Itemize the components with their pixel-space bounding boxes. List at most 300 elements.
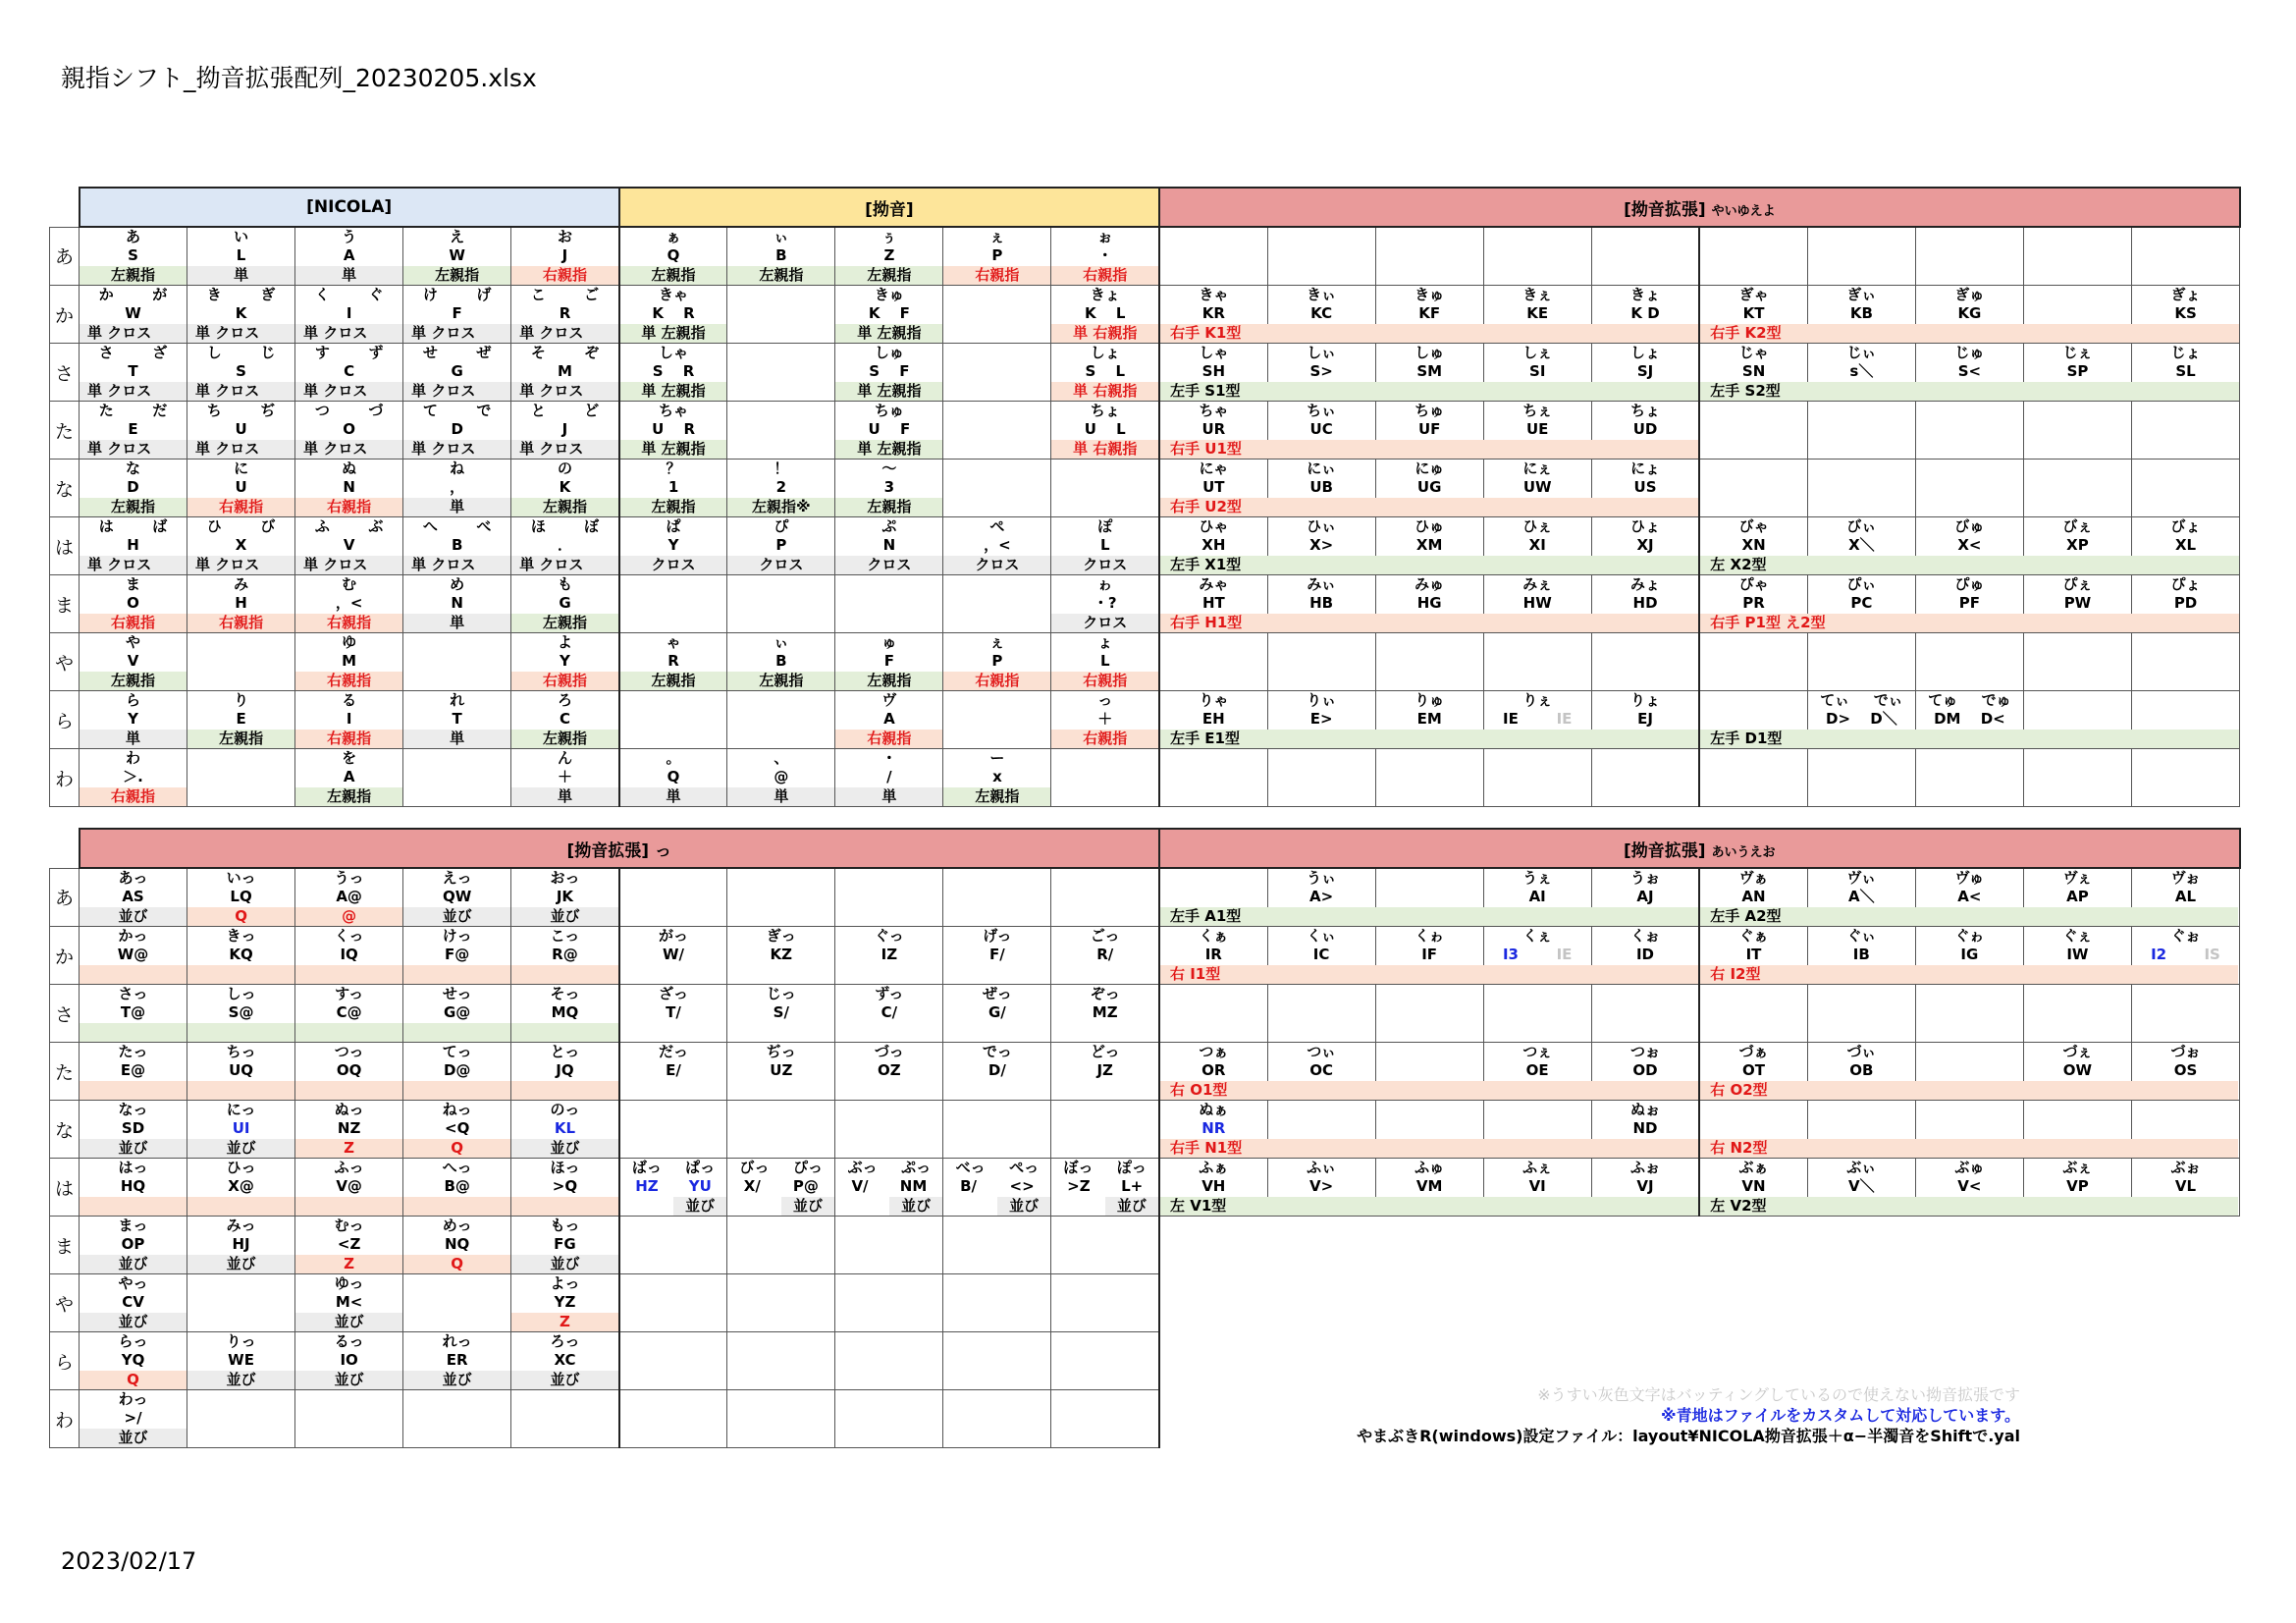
pair-part: ち [206, 402, 222, 419]
key-cell [835, 1043, 943, 1101]
thumb-shift-label [1051, 498, 1158, 516]
kana-label: づぉ [2170, 1043, 2201, 1060]
kana-label: びょ [2170, 517, 2201, 535]
hand-type-band: 左手 D1型 [1700, 730, 2238, 748]
key-cell [187, 1217, 295, 1274]
key-cell [727, 286, 835, 344]
key-code: M< [335, 1293, 363, 1311]
pair-part: で [476, 402, 492, 419]
thumb-shift-label: クロス [1051, 614, 1158, 632]
kana-label [187, 402, 294, 420]
key-cell [1051, 1101, 1159, 1159]
kana-label: の [557, 460, 572, 477]
empty-cell [619, 1390, 727, 1448]
empty-cell [1051, 1274, 1159, 1332]
pair-part: だ [152, 402, 168, 419]
key-code [620, 1119, 727, 1138]
thumb-shift-label: 右親指 [295, 672, 402, 690]
key-cell [1483, 985, 1591, 1043]
key-code: UZ [770, 1061, 793, 1079]
kana-label: ぐぁ [1738, 927, 1769, 945]
key-cell [2023, 985, 2131, 1043]
kana-label: ぶゅ [1954, 1159, 1985, 1176]
key-code [1268, 768, 1375, 786]
key-code [727, 362, 834, 381]
key-cell [511, 927, 619, 985]
kana-label [1700, 633, 1807, 652]
pair-part: P@ [792, 1177, 819, 1195]
key-cell [80, 985, 187, 1043]
key-code: ID [1635, 946, 1654, 963]
key-code [403, 768, 510, 786]
key-code [1592, 768, 1699, 786]
kana-label [2132, 633, 2239, 652]
kana-label: つぃ [1307, 1043, 1336, 1060]
key-cell [295, 1390, 403, 1448]
thumb-shift-label: 単 左親指 [835, 382, 942, 401]
kana-label [1051, 1159, 1158, 1177]
thumb-shift-label: 左親指 [943, 787, 1050, 806]
kana-label [1700, 402, 1807, 420]
key-cell [80, 1159, 187, 1217]
key-cell [1915, 633, 2023, 691]
key-cell [1051, 460, 1159, 517]
key-code: IG [1960, 946, 1979, 963]
empty-cell [943, 1390, 1051, 1448]
key-cell [295, 1101, 403, 1159]
key-code: PC [1850, 594, 1873, 612]
key-cell [511, 517, 619, 575]
thumb-shift-label: 右親指 [295, 498, 402, 516]
kana-label [403, 1390, 510, 1409]
thumb-shift-label: 左親指 [620, 266, 727, 285]
key-code: YQ [121, 1351, 145, 1369]
key-code: R [667, 652, 679, 670]
thumb-shift-label: 左親指 [835, 498, 942, 516]
key-cell [1699, 402, 1807, 460]
key-code: HJ [232, 1235, 250, 1253]
key-cell [835, 517, 943, 575]
key-code: S> [1309, 362, 1333, 380]
kana-label: ふゅ [1415, 1159, 1445, 1176]
kana-label: みぃ [1307, 575, 1336, 593]
key-code: B [775, 246, 787, 264]
pair-part: ぺっ [1009, 1159, 1040, 1176]
key-cell [2131, 633, 2239, 691]
kana-label [1916, 1101, 2023, 1119]
kana-label [2024, 691, 2131, 710]
key-cell [403, 517, 511, 575]
key-cell [1915, 402, 2023, 460]
key-code [1376, 1119, 1483, 1138]
key-code: KL [554, 1119, 576, 1137]
key-code: <Z [337, 1235, 361, 1253]
kana-label: や [126, 633, 141, 651]
key-cell [727, 691, 835, 749]
key-code: KE [1526, 304, 1549, 322]
key-cell [511, 1159, 619, 1217]
key-cell [1159, 749, 1267, 807]
key-code [1700, 420, 1807, 439]
pair-part: が [152, 286, 168, 303]
pair-part: HZ [635, 1177, 659, 1195]
key-code: ・? [1093, 594, 1117, 612]
thumb-shift-label [943, 730, 1050, 748]
pair-part: NM [899, 1177, 928, 1195]
kana-label: こっ [550, 927, 580, 945]
kana-label: むっ [334, 1217, 364, 1234]
kana-label: ちゅ [874, 402, 904, 419]
kana-label: ふぁ [1199, 1159, 1229, 1176]
key-cell [619, 691, 727, 749]
key-code: L [1099, 536, 1110, 554]
key-code: D [451, 420, 463, 438]
key-cell [295, 1274, 403, 1332]
key-cell [1159, 227, 1267, 286]
kana-label [727, 869, 834, 888]
kana-label [2132, 1101, 2239, 1119]
key-code: U R [652, 420, 696, 438]
kana-label [1268, 749, 1375, 768]
row-shade [295, 1081, 402, 1100]
kana-label [2024, 1101, 2131, 1119]
key-code: UR [1201, 420, 1226, 438]
key-cell [1699, 1101, 1807, 1159]
key-cell [1159, 344, 1267, 402]
row-shade [80, 1197, 187, 1216]
key-code [1808, 768, 1915, 786]
row-label: さ [50, 985, 80, 1043]
kana-label [295, 344, 402, 362]
thumb-shift-label: 単 クロス [511, 382, 618, 401]
key-code: T@ [120, 1003, 146, 1021]
key-code: M [342, 652, 357, 670]
key-code: LQ [230, 888, 252, 905]
key-cell [511, 691, 619, 749]
hand-type-band: 右手 K2型 [1700, 324, 2238, 343]
key-code [2024, 478, 2131, 497]
pair-part: ざ [152, 344, 168, 361]
kana-label: ぃ [774, 228, 789, 245]
row-label: わ [50, 749, 80, 807]
key-cell [619, 1101, 727, 1159]
pair-part: ぜ [476, 344, 492, 361]
key-cell [1159, 517, 1267, 575]
key-cell [1051, 517, 1159, 575]
hand-type-band: 右手 P1型 え2型 [1700, 614, 2238, 632]
key-code: KG [1957, 304, 1982, 322]
thumb-shift-label: 単 クロス [403, 382, 510, 401]
key-code [1808, 652, 1915, 671]
kana-label: を [342, 749, 357, 767]
pair-part: へ [422, 517, 438, 535]
empty-cell [943, 1274, 1051, 1332]
key-cell [1159, 633, 1267, 691]
kana-label: ふぃ [1307, 1159, 1337, 1176]
kana-label [403, 749, 510, 768]
key-cell [727, 749, 835, 807]
key-cell [80, 517, 187, 575]
row-label: や [50, 633, 80, 691]
key-cell [943, 691, 1051, 749]
key-cell [295, 1332, 403, 1390]
key-code: PW [2063, 594, 2092, 612]
key-code: XH [1201, 536, 1226, 554]
hand-type-band: 右 O1型 [1160, 1081, 1698, 1100]
kana-label: しょ [1090, 344, 1120, 361]
kana-label [1484, 985, 1591, 1003]
kana-label: ・ [881, 749, 897, 767]
key-code: V< [1957, 1177, 1982, 1195]
hand-type-band: 右手 N1型 [1160, 1139, 1698, 1158]
kana-label: ひょ [1630, 517, 1661, 535]
kana-label: づぁ [1738, 1043, 1769, 1060]
key-cell [511, 1217, 619, 1274]
key-code: F [452, 304, 462, 322]
key-code [403, 1293, 510, 1312]
kana-label: くぉ [1630, 927, 1660, 945]
key-code: U [235, 478, 247, 496]
key-code: OR [1201, 1061, 1226, 1079]
key-code [1916, 1003, 2023, 1022]
kana-label [727, 286, 834, 304]
key-cell [1051, 868, 1159, 927]
kana-label: つぉ [1630, 1043, 1660, 1060]
kana-label: ん [557, 749, 572, 767]
key-cell [187, 927, 295, 985]
key-code: EM [1416, 710, 1442, 728]
kana-label: 。 [666, 749, 681, 767]
key-code [2024, 1003, 2131, 1022]
key-cell [403, 344, 511, 402]
key-cell [80, 1332, 187, 1390]
key-code: IT [1745, 946, 1762, 963]
key-cell [943, 927, 1051, 985]
key-code [1484, 768, 1591, 786]
key-code [187, 1293, 294, 1312]
kana-label [727, 575, 834, 594]
kana-label: てっ [442, 1043, 472, 1060]
hand-type-band: 右 N2型 [1700, 1139, 2238, 1158]
key-code [1700, 478, 1807, 497]
empty-cell [727, 1217, 835, 1274]
key-code: 3 [883, 478, 895, 496]
kana-label [2132, 691, 2239, 710]
thumb-shift-label: 右親指 [511, 672, 618, 690]
key-code: PD [2173, 594, 2198, 612]
key-cell [835, 460, 943, 517]
key-code [511, 1409, 618, 1428]
kana-label: ふっ [334, 1159, 364, 1176]
kana-label: ひゅ [1415, 517, 1445, 535]
thumb-shift-label [511, 1429, 618, 1447]
pair-part: L+ [1121, 1177, 1144, 1195]
key-cell [403, 1101, 511, 1159]
kana-label: ずっ [875, 985, 904, 1002]
key-code: A [883, 710, 895, 728]
key-code [727, 594, 834, 613]
kana-label [1808, 402, 1915, 420]
kana-label: にょ [1630, 460, 1660, 477]
kana-label: くぇ [1522, 927, 1553, 945]
key-cell [619, 927, 727, 985]
kana-label [1916, 402, 2023, 420]
key-code: Y [667, 536, 679, 554]
thumb-shift-label: 左親指 [727, 266, 834, 285]
key-code [1484, 946, 1591, 964]
pair-part: け [422, 286, 438, 303]
kana-label: ぃ [774, 633, 789, 651]
key-code: R/ [1096, 946, 1114, 963]
key-cell [187, 1159, 295, 1217]
key-cell [727, 927, 835, 985]
thumb-shift-label: 左親指 [620, 672, 727, 690]
row-shade [187, 965, 294, 984]
kana-label: わっ [118, 1390, 148, 1408]
document-date: 2023/02/17 [61, 1547, 197, 1575]
thumb-shift-label [943, 440, 1050, 459]
key-cell [1051, 402, 1159, 460]
kana-label: きっ [226, 927, 256, 945]
key-cell [295, 286, 403, 344]
kana-label: きょ [1630, 286, 1661, 303]
thumb-shift-label: 単 クロス [403, 324, 510, 343]
thumb-shift-label: クロス [835, 556, 942, 574]
thumb-shift-label [727, 382, 834, 401]
key-cell [943, 749, 1051, 807]
thumb-shift-label: @ [295, 907, 402, 926]
key-code: Q [667, 246, 680, 264]
kana-label: えっ [442, 869, 472, 887]
key-cell [1483, 633, 1591, 691]
key-code: O [127, 594, 139, 612]
key-cell [403, 691, 511, 749]
note-blue: ※青地はファイルをカスタムして対応しています。 [1661, 1406, 2020, 1425]
key-code: X@ [228, 1177, 254, 1195]
key-code [727, 304, 834, 323]
kana-label [1916, 228, 2023, 246]
kana-label: ぐぉ [2170, 927, 2201, 945]
kana-label: ぇ [989, 228, 1005, 245]
key-cell [835, 868, 943, 927]
kana-label [2024, 985, 2131, 1003]
key-cell [80, 633, 187, 691]
key-cell [943, 575, 1051, 633]
thumb-shift-label: Q [403, 1139, 510, 1158]
kana-label: しょ [1630, 344, 1661, 361]
row-shade [295, 1197, 402, 1216]
kana-label: びゅ [1954, 517, 1985, 535]
key-cell [295, 402, 403, 460]
kana-label: ちゃ [1199, 402, 1229, 419]
key-cell [943, 517, 1051, 575]
kana-label: ぶぇ [2062, 1159, 2093, 1176]
kana-label [1700, 749, 1807, 768]
empty-cell [835, 1390, 943, 1448]
key-cell [511, 1043, 619, 1101]
key-cell [835, 749, 943, 807]
kana-label: しゅ [874, 344, 904, 361]
kana-label [403, 344, 510, 362]
kana-label: ひゃ [1199, 517, 1229, 535]
pair-part: IE [1503, 710, 1519, 728]
pair-part: す [314, 344, 330, 361]
key-code: JQ [556, 1061, 574, 1079]
kana-label: め [450, 575, 465, 593]
key-cell [1159, 1101, 1267, 1159]
key-cell [1159, 286, 1267, 344]
thumb-shift-label: 単 [835, 787, 942, 806]
kana-label [1376, 1101, 1483, 1119]
kana-label: にぇ [1522, 460, 1553, 477]
key-cell [80, 402, 187, 460]
key-code: W@ [117, 946, 149, 963]
key-code [727, 710, 834, 729]
kana-label [1700, 691, 1807, 710]
key-code: UW [1522, 478, 1552, 496]
key-cell [1699, 691, 1807, 749]
key-code [1268, 1003, 1375, 1022]
kana-label: やっ [118, 1274, 148, 1292]
key-code: VJ [1636, 1177, 1654, 1195]
key-code [187, 652, 294, 671]
key-cell [403, 868, 511, 927]
key-code: E@ [120, 1061, 146, 1079]
key-code: SD [121, 1119, 145, 1137]
key-cell [1807, 460, 1915, 517]
kana-label [80, 286, 187, 304]
kana-label: ぎょ [2170, 286, 2201, 303]
pair-part: ふ [314, 517, 330, 535]
pair-part: ぎ [260, 286, 276, 303]
key-code: T [128, 362, 138, 380]
kana-label [511, 1390, 618, 1409]
key-code [1916, 1061, 2023, 1080]
key-code: JK [556, 888, 574, 905]
key-cell [187, 1274, 295, 1332]
row-label: や [50, 1274, 80, 1332]
key-code: H [127, 536, 139, 554]
pair-part: ぼっ [1063, 1159, 1094, 1176]
key-cell [187, 985, 295, 1043]
key-code: KS [2174, 304, 2197, 322]
pair-part: づ [368, 402, 384, 419]
kana-label [511, 286, 618, 304]
key-code [1160, 1003, 1267, 1022]
pair-part: V/ [851, 1177, 869, 1195]
key-code: I [346, 710, 352, 728]
key-code: S/ [773, 1003, 789, 1021]
thumb-shift-label: 右親指 [80, 614, 187, 632]
key-code: OB [1849, 1061, 1874, 1079]
kana-label [943, 691, 1050, 710]
kana-label: ょ [1097, 633, 1113, 651]
key-code [2024, 1119, 2131, 1138]
empty-cell [727, 1274, 835, 1332]
key-cell [2023, 633, 2131, 691]
key-code: FG [554, 1235, 576, 1253]
kana-label [943, 869, 1050, 888]
pair-part: てゅ [1928, 691, 1958, 709]
key-code: AI [1528, 888, 1546, 905]
key-code: D> D＼ [1826, 710, 1897, 728]
kana-label [2024, 228, 2131, 246]
thumb-shift-label: 右親指 [943, 266, 1050, 285]
row-shade [295, 965, 402, 984]
kana-label: じゃ [1738, 344, 1769, 361]
kana-label: あ [126, 228, 141, 245]
key-cell [295, 1159, 403, 1217]
